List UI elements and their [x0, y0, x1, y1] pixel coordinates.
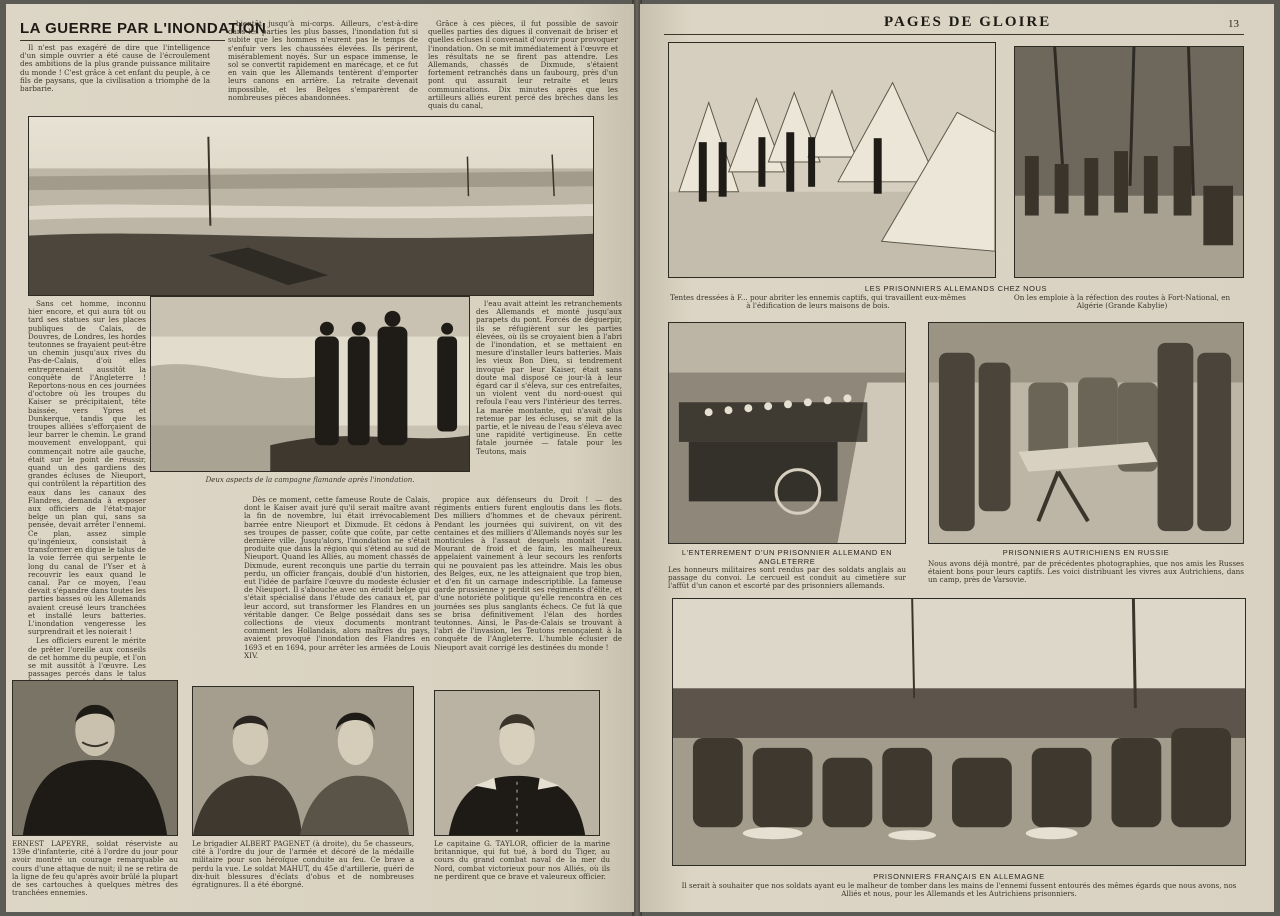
portrait-taylor-photo [434, 690, 600, 836]
section-funeral-caption: Les honneurs militaires sont rendus par des soldats anglais au passage du convoi. Le cercueil est conduit au cimetière sur l'affût d'un canon et escorté par des prisonniers allemands. [668, 565, 906, 591]
portrait-pagenet-mahut-photo [192, 686, 414, 836]
section-german-prisoners-title: LES PRISONNIERS ALLEMANDS CHEZ NOUS [864, 284, 1048, 293]
section-german-prisoners-caption-right: On les emploie à la réfection des routes à Fort-National, en Algérie (Grande Kabylie) [1013, 293, 1231, 311]
french-prisoners-photo [672, 598, 1246, 866]
intro-column-3: Grâce à ces pièces, il fut possible de savoir quelles parties des digues il convenait de briser et quelles écluses il convenait d'ouvrir pour provoquer l'inondation. On se mit immédiatement à l'œuvre et les résultats ne se firent pas attendre. Les Allemands, chassés de Dixmude, s'étaient fortement retranchés dans un faubourg, près d'un pont qui assurait leur retraite et leurs communications. Dix minutes après que les artilleurs alliés eurent percé des brèches dans les quais du canal, [428, 19, 618, 111]
section-german-prisoners-caption-left: Tentes dressées à F... pour abriter les ennemis captifs, qui travaillent eux-mêmes à l'édification de leurs maisons de bois. [670, 293, 966, 311]
left-page [6, 4, 634, 912]
intro-column-1: Il n'est pas exagéré de dire que l'intelligence d'un simple ouvrier a été cause de l'écroulement des ambitions de la plus grande puissance militaire du monde ! C'est grâce à cet enfant du peuple, à ce fils de paysans, que la civilisation a triomphé de la barbarie. [20, 43, 210, 94]
road-work-algeria-photo [1014, 46, 1244, 278]
section-french-prisoners-caption: Il serait à souhaiter que nos soldats ayant eu le malheur de tomber dans les mains de l'ennemi fussent entourés des mêmes égards que nous avons, nos Alliés et nous, pour les Allemands et les Autrichiens prisonniers. [681, 881, 1237, 899]
section-french-prisoners-title: PRISONNIERS FRANÇAIS EN ALLEMAGNE [873, 872, 1045, 881]
portrait-lapeyre-caption: ERNEST LAPEYRE, soldat réserviste au 139e d'infanterie, cité à l'ordre du jour pour avoir montré un courage remarquable au cours d'une attaque de nuit; il ne se retira de la ligne de feu qu'après avoir brûlé la plupart de ses cartouches à quelques mètres des tranchées ennemies. [12, 839, 178, 898]
header-rule [664, 34, 1244, 35]
lower-column-2: propice aux défenseurs du Droit ! — des régiments entiers furent engloutis dans les flots. Des milliers d'hommes et de chevaux périrent. Pendant les journées qui suivirent, on vit des centaines et des milliers d'Allemands noyés sur les monticules à l'assaut desquels montait l'eau. Mourant de froid et de faim, les malheureux appelaient vainement à leur secours les renforts qui ne pouvaient pas les atteindre. Mais les obus des Belges, eux, ne les atteignaient que trop bien, et d'en fit un carnage indescriptible. La fameuse garde prussienne y perdit ses régiments d'élite, et d'une notoriété politique qu'elle rencontra en ces journées ses plus sanglants échecs. Ce fut là que se brisa définitivement l'élan des hordes teutonnes. Ainsi, le Pas-de-Calais se trouvant à l'abri de l'invasion, les Teutons renonçaient à la conquête de l'Angleterre. L'humble éclusier de Nieuport avait corrigé les destinées du monde ! [434, 495, 622, 652]
section-funeral-title: L'ENTERREMENT D'UN PRISONNIER ALLEMAND EN ANGLETERRE [681, 548, 893, 566]
middle-left-column: Sans cet homme, inconnu hier encore, et qui aura tôt ou tard ses statues sur les places publiques de Calais, de Douvres, de Londres, les hordes teutonnes se frayaient peut-être un chemin jusqu'aux rives du Pas-de-Calais, d'où elles entreprenaient aussitôt la conquête de l'Angleterre ! Reportons-nous en ces journées d'octobre où les troupes du Kaiser se précipitaient, tête baissée, vers Ypres et Dunkerque, tandis que les troupes alliées s'efforçaient de leur barrer le chemin. Le grand mouvement enveloppant, qui commençait notre aile gauche, était sur le point de réussir, quand un des gardiens des grandes écluses de Nieuport, qui contrôlent la répartition des eaux dans les canaux des Flandres, demanda à exposer aux officiers de l'état-major belge un plan qui, sans sa pensée, devait arrêter l'ennemi. Ce plan, assez simple qu'ingénieux, consistait à transformer en digue le talus de la voie ferrée qui serpente le long du canal de l'Yser et à recouvrir les eaux quand le canal. Par ce moyen, l'eau devait s'épandre dans toutes les parties basses où les Allemands avaient creusé leurs tranchées et installé leurs batteries. L'inondation vengeresse les surprendrait et les noierait ! Les officiers eurent le mérite de prêter l'oreille aux conseils de cet homme du peuple, et l'on se mit aussitôt à l'œuvre. Les passages percés dans le talus [28, 299, 146, 679]
prisoner-funeral-photo [668, 322, 906, 544]
lower-column-1: Dès ce moment, cette fameuse Route de Calais, dont le Kaiser avait juré qu'il serait maître avant la fin de novembre, lui était irrévocablement barrée entre Nieuport et Dixmude. Et cédons à ses troupes de passer, coûte que coûte, par cette dernière ville. Jusqu'alors, l'inondation ne s'était produite que dans la région qui s'étend au sud de Nieuport. Quand les Alliés, au moment chassés de Dixmude, eurent reconquis une partie du terrain perdu, un officier français, doublé d'un historien, eut l'idée de parfaire l'œuvre du modeste éclusier de Nieuport. Il s'abouche avec un érudit belge qui s'était spécialisé dans l'étude des canaux et, par leur accord, sut transformer les Flandres en un véritable danger. Ce Belge possédait dans ses collections de vieux documents montrant comment les Hollandais, alors maîtres du pays, avaient provoqué l'inondation des Flandres en 1693 et en 1694, pour arrêter les armées de Louis XIV. [244, 495, 430, 660]
portrait-pagenet-mahut-caption: Le brigadier ALBERT PAGENET (à droite), du 5e chasseurs, cité à l'ordre du jour de l'armée et décoré de la médaille militaire pour son héroïque conduite au feu. Ce brave a perdu la vue. Le soldat MAHUT, du 45e d'artillerie, guéri de dix-huit blessures d'éclats d'obus et de nombreuses égratignures. Il a été éborgné. [192, 839, 414, 890]
title-rule [20, 40, 225, 41]
portrait-lapeyre-photo [12, 680, 178, 836]
article-title: LA GUERRE PAR L'INONDATION [20, 20, 267, 37]
section-austrian-caption: Nous avons déjà montré, par de précédentes photographies, que nos amis les Russes étaient bons pour leurs captifs. Les voici distribuant les vivres aux Autrichiens, dans un camp, près de Varsovie. [928, 559, 1244, 585]
right-page [640, 4, 1274, 912]
intro-column-2: bientôt jusqu'à mi-corps. Ailleurs, c'est-à-dire dans les parties les plus basses, l'inondation fut si subite que les hommes n'eurent pas le temps de s'enfuir vers les chaussées élevées. Ils périrent, misérablement noyés. Sur un espace immense, le sol se convertit rapidement en marécage, et ce fut en vain que les Allemands tentèrent d'emporter leurs canons en arrière. La retraite devenait impossible, et les Belges s'emparèrent de nombreuses pièces abandonnées. [228, 19, 418, 102]
officers-by-flood-photo [150, 296, 470, 472]
running-title: PAGES DE GLOIRE [884, 14, 1052, 30]
page-number: 13 [1228, 18, 1239, 30]
middle-right-column: l'eau avait atteint les retranchements des Allemands et monté jusqu'aux parapets du pont. Forcés de déguerpir, ils se réfugièrent sur les parties élevées, où ils se croyaient bien à l'abri de l'inondation, et se mettaient en mesure d'installer leurs batteries. Mais les vieux Bon Dieu, si tendrement invoqué par leur Kaiser, était sans doute mal disposé ce jour-là à leur égard car il s'éleva, sur ces entrefaites, un violent vent du nord-ouest qui refoula l'eau vers l'intérieur des terres. La marée montante, qui n'avait plus retenue par les écluses, se mit de la partie, et le niveau de l'eau s'éleva avec une rapidité vertigineuse. En cette fatale journée — fatale pour les Teutons, mais [476, 299, 622, 456]
flooded-landscape-photo [28, 116, 594, 296]
prisoner-tents-photo [668, 42, 996, 278]
flood-photos-caption: Deux aspects de la campagne flamande après l'inondation. [205, 476, 415, 484]
austrian-prisoners-photo [928, 322, 1244, 544]
portrait-taylor-caption: Le capitaine G. TAYLOR, officier de la marine britannique, qui fut tué, à bord du Tiger, au cours du grand combat naval de la mer du Nord, combat victorieux pour nos Alliés, où ils ne perdirent que ce brave et valeureux officier. [434, 839, 610, 881]
section-austrian-title: PRISONNIERS AUTRICHIENS EN RUSSIE [1002, 548, 1170, 557]
